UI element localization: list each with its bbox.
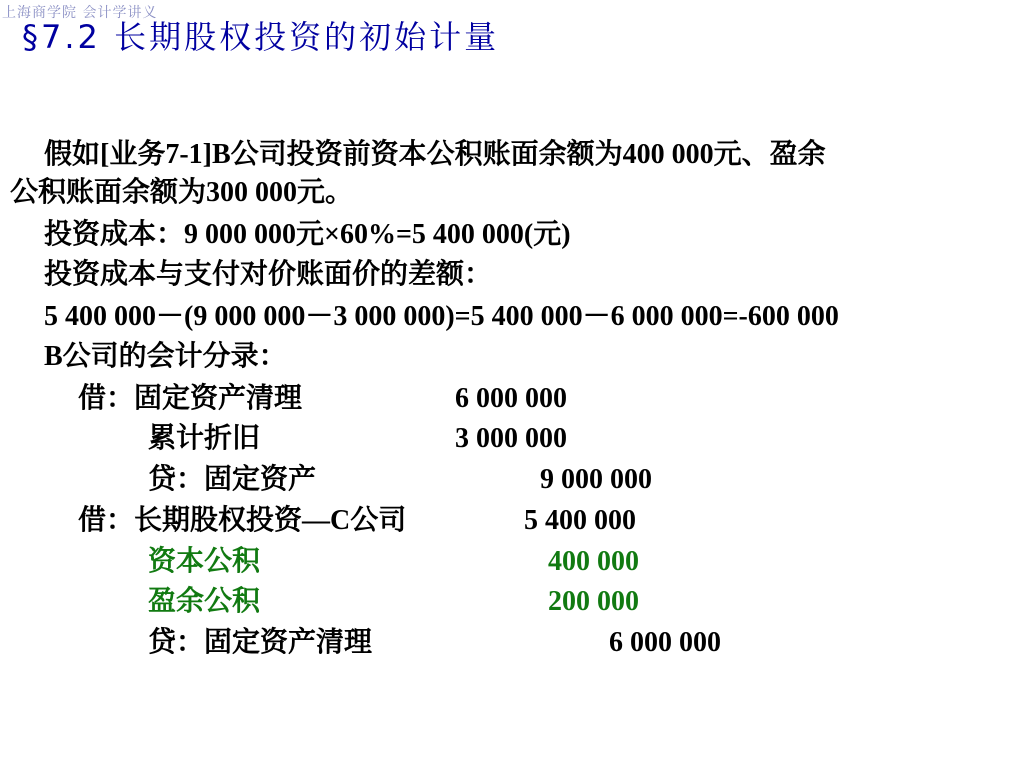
entry-label-2: 累计折旧 [148,423,261,454]
entry-label-1: 借：固定资产清理 [78,383,303,414]
entry-label-5: 资本公积 [148,546,261,577]
body-line-6: B公司的会计分录： [44,341,287,372]
entry-amount-3: 9 000 000 [540,464,652,495]
entry-amount-6: 200 000 [548,586,639,617]
entry-label-3: 贷：固定资产 [148,464,317,495]
body-line-2: 公积账面余额为300 000元。 [10,177,354,208]
body-line-4: 投资成本与支付对价账面价的差额： [44,259,493,290]
body-line-1: 假如[业务7-1]B公司投资前资本公积账面余额为400 000元、盈余 [44,139,826,170]
entry-label-7: 贷：固定资产清理 [148,627,373,658]
entry-amount-4: 5 400 000 [524,505,636,536]
body-line-5: 5 400 000－(9 000 000－3 000 000)=5 400 000－6 000 000=-600 000 [44,301,839,332]
watermark: 上海商学院 会计学讲义 [2,5,158,21]
entry-amount-2: 3 000 000 [455,423,567,454]
entry-label-6: 盈余公积 [148,586,261,617]
entry-amount-5: 400 000 [548,546,639,577]
entry-label-4: 借：长期股权投资—C公司 [78,505,407,536]
entry-amount-7: 6 000 000 [609,627,721,658]
entry-amount-1: 6 000 000 [455,383,567,414]
slide-title: §7.2 长期股权投资的初始计量 [22,18,500,56]
body-line-3: 投资成本：9 000 000元×60%=5 400 000(元) [44,219,571,250]
